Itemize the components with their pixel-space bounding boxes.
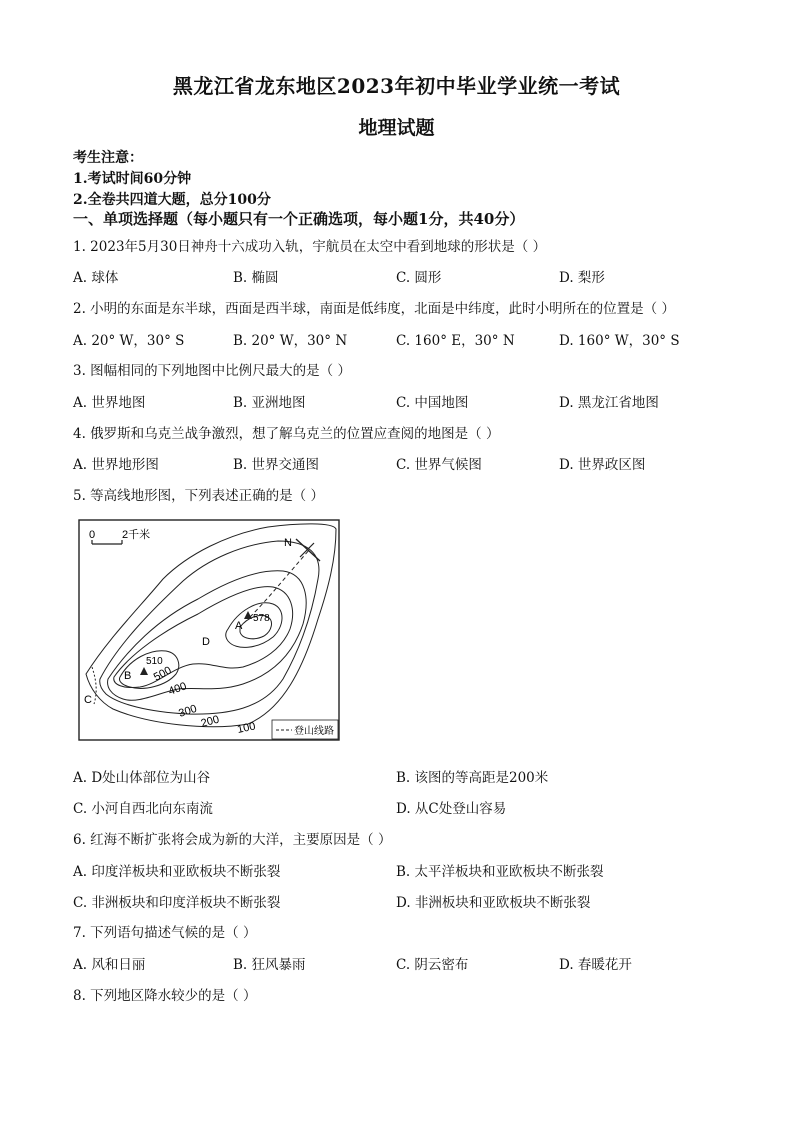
option-c[interactable]: C. 阴云密布 <box>396 957 469 973</box>
option-b[interactable]: B. 太平洋板块和亚欧板块不断张裂 <box>396 864 604 880</box>
section-heading: 一、单项选择题（每小题只有一个正确选项，每小题1分，共40分） <box>73 210 525 228</box>
option-b[interactable]: B. 亚洲地图 <box>233 395 306 411</box>
option-c[interactable]: C. 非洲板块和印度洋板块不断张裂 <box>73 895 281 911</box>
option-a[interactable]: A. 世界地形图 <box>73 457 159 473</box>
option-b[interactable]: B. 椭圆 <box>233 270 279 286</box>
point-d-label: D <box>202 636 210 648</box>
option-d[interactable]: D. 世界政区图 <box>559 457 646 473</box>
scale-zero: 0 <box>89 529 96 541</box>
option-c[interactable]: C. 中国地图 <box>396 395 469 411</box>
option-c[interactable]: C. 小河自西北向东南流 <box>73 801 213 817</box>
legend-route: 登山线路 <box>294 726 334 737</box>
peak-a-label: A <box>235 620 243 632</box>
question-stem: 2. 小明的东面是东半球，西面是西半球，南面是低纬度，北面是中纬度，此时小明所在的位置是（ ） <box>73 301 675 317</box>
page-title: 黑龙江省龙东地区2023年初中毕业学业统一考试 <box>172 74 621 98</box>
option-c[interactable]: C. 世界气候图 <box>396 457 482 473</box>
page-subtitle: 地理试题 <box>358 117 435 139</box>
option-b[interactable]: B. 该图的等高距是200米 <box>396 770 549 786</box>
scale-label: 2千米 <box>122 529 151 541</box>
option-a[interactable]: A. 风和日丽 <box>73 957 146 973</box>
option-a[interactable]: A. 印度洋板块和亚欧板块不断张裂 <box>73 864 281 880</box>
option-b[interactable]: B. 狂风暴雨 <box>233 957 306 973</box>
option-d[interactable]: D. 春暖花开 <box>559 957 632 973</box>
option-a[interactable]: A. 20° W，30° S <box>73 333 185 349</box>
option-d[interactable]: D. 黑龙江省地图 <box>559 395 659 411</box>
map-frame <box>79 520 339 740</box>
option-d[interactable]: D. 从C处登山容易 <box>396 801 507 817</box>
contour-label-200: 200 <box>199 713 221 730</box>
option-b[interactable]: B. 世界交通图 <box>233 457 320 473</box>
question-stem: 5. 等高线地形图，下列表述正确的是（ ） <box>73 488 324 504</box>
question-stem: 8. 下列地区降水较少的是（ ） <box>73 988 257 1004</box>
question-stem: 7. 下列语句描述气候的是（ ） <box>73 925 257 941</box>
contour-label-100: 100 <box>236 720 257 736</box>
option-d[interactable]: D. 梨形 <box>559 270 605 286</box>
question-stem: 6. 红海不断扩张将会成为新的大洋，主要原因是（ ） <box>73 832 392 848</box>
option-a[interactable]: A. 世界地图 <box>73 395 146 411</box>
contour-label-500: 500 <box>151 664 174 684</box>
option-d[interactable]: D. 160° W，30° S <box>559 333 680 349</box>
option-a[interactable]: A. D处山体部位为山谷 <box>73 770 211 786</box>
question-stem: 1. 2023年5月30日神舟十六成功入轨，宇航员在太空中看到地球的形状是（ ） <box>73 239 547 255</box>
peak-b-label: B <box>124 670 132 682</box>
point-c-label: C <box>84 694 92 706</box>
option-b[interactable]: B. 20° W，30° N <box>233 333 348 349</box>
option-c[interactable]: C. 160° E，30° N <box>396 333 515 349</box>
contour-label-300: 300 <box>177 702 199 720</box>
contour-map <box>78 519 340 741</box>
question-stem: 4. 俄罗斯和乌克兰战争激烈，想了解乌克兰的位置应查阅的地图是（ ） <box>73 426 500 442</box>
north-label: N <box>284 537 292 549</box>
contour-label-400: 400 <box>166 680 189 698</box>
map-legend <box>272 720 338 739</box>
note-item: 1.考试时间60分钟 <box>73 171 192 187</box>
notes-heading: 考生注意： <box>73 150 143 166</box>
peak-a-height: 578 <box>253 613 270 624</box>
question-stem: 3. 图幅相同的下列地图中比例尺最大的是（ ） <box>73 363 351 379</box>
note-item: 2.全卷共四道大题，总分100分 <box>73 192 271 208</box>
option-a[interactable]: A. 球体 <box>73 270 119 286</box>
option-c[interactable]: C. 圆形 <box>396 270 442 286</box>
option-d[interactable]: D. 非洲板块和亚欧板块不断张裂 <box>396 895 591 911</box>
peak-b-height: 510 <box>146 656 163 667</box>
